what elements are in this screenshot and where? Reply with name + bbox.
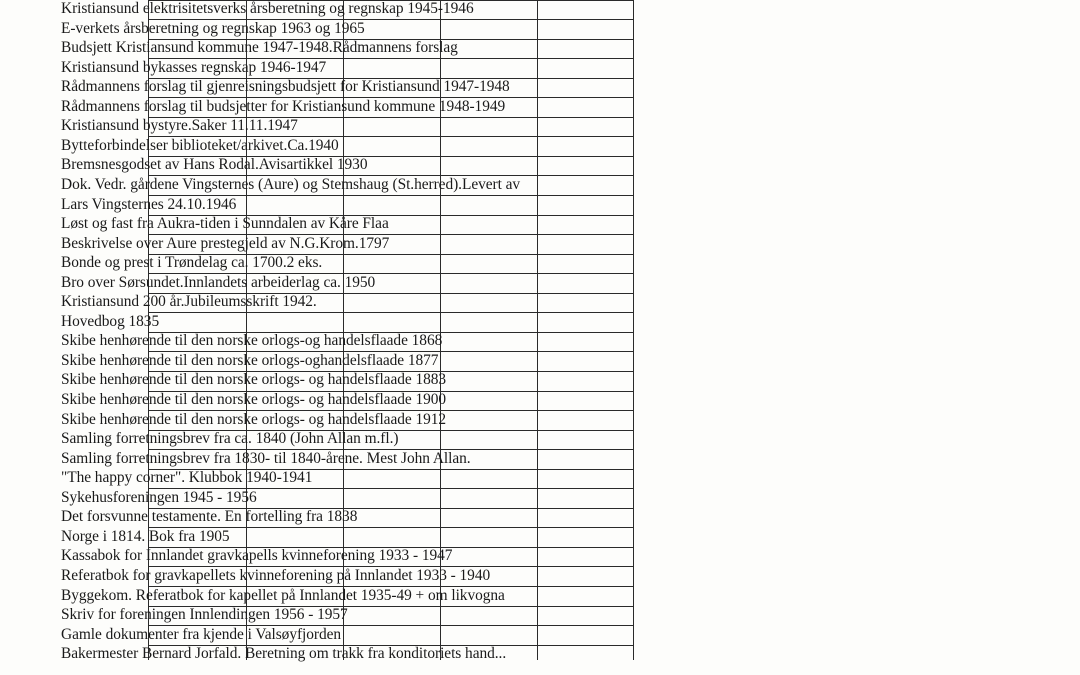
document-row: Samling forretningsbrev fra 1830- til 1840-årene. Mest John Allan. (61, 449, 471, 467)
document-row: Skriv for foreningen Innlendingen 1956 - 1957 (61, 606, 348, 624)
document-row: Bakermester Bernard Jorfald. Beretning om trakk fra konditoriets hand... (61, 645, 507, 663)
document-row: Hovedbog 1835 (61, 312, 160, 330)
document-row: Bytteforbindelser biblioteket/arkivet.Ca.1940 (61, 136, 339, 154)
document-row: Løst og fast fra Aukra-tiden i Sunndalen av Kåre Flaa (61, 215, 389, 233)
document-row: Byggekom. Referatbok for kapellet på Innlandet 1935-49 + om likvogna (61, 586, 505, 604)
document-row: Bro over Sørsundet.Innlandets arbeiderlag ca. 1950 (61, 273, 376, 291)
document-row: Bremsnesgodset av Hans Rodal.Avisartikkel 1930 (61, 156, 368, 174)
document-row: Rådmannens forslag til budsjetter for Kristiansund kommune 1948-1949 (61, 97, 506, 115)
document-row: Beskrivelse over Aure prestegjeld av N.G.Krom.1797 (61, 234, 390, 252)
document-row: Kristiansund elektrisitetsverks årsberetning og regnskap 1945-1946 (61, 0, 474, 17)
document-row: Skibe henhørende til den norske orlogs-oghandelsflaade 1877 (61, 351, 439, 369)
document-row: Rådmannens forslag til gjenreisningsbudsjett for Kristiansund 1947-1948 (61, 78, 510, 96)
document-row: "The happy corner". Klubbok 1940-1941 (61, 469, 313, 487)
column-divider (537, 0, 538, 660)
document-row: Kristiansund bykasses regnskap 1946-1947 (61, 58, 327, 76)
document-row: Lars Vingsternes 24.10.1946 (61, 195, 237, 213)
document-row: Kristiansund bystyre.Saker 11.11.1947 (61, 117, 298, 135)
document-row: Det forsvunne testamente. En fortelling fra 1838 (61, 508, 358, 526)
row-divider (148, 312, 633, 313)
document-row: Skibe henhørende til den norske orlogs- og handelsflaade 1900 (61, 391, 447, 408)
document-row: Gamle dokumenter fra kjende i Valsøyfjorden (61, 625, 342, 643)
document-row: Kassabok for Innlandet gravkapells kvinneforening 1933 - 1947 (61, 547, 453, 565)
column-divider (633, 0, 634, 660)
document-row: Referatbok for gravkapellets kvinneforening på Innlandet 1933 - 1940 (61, 566, 491, 584)
document-row: Samling forretningsbrev fra ca. 1840 (John Allan m.fl.) (61, 430, 399, 448)
document-row: Skibe henhørende til den norske orlogs- og handelsflaade 1912 (61, 410, 447, 428)
document-row: Kristiansund 200 år.Jubileumsskrift 1942. (61, 293, 317, 311)
document-row: Norge i 1814. Bok fra 1905 (61, 527, 230, 545)
document-row: Budsjett Kristiansund kommune 1947-1948.Rådmannens forslag (61, 39, 458, 57)
document-row: Skibe henhørende til den norske orlogs-og handelsflaade 1868 (61, 332, 443, 350)
document-row: Skibe henhørende til den norske orlogs- og handelsflaade 1883 (61, 371, 447, 389)
document-row: E-verkets årsberetning og regnskap 1963 og 1965 (61, 19, 365, 37)
document-row: Dok. Vedr. gårdene Vingsternes (Aure) og Stemshaug (St.herred).Levert av (61, 175, 521, 193)
document-row: Sykehusforeningen 1945 - 1956 (61, 488, 257, 506)
document-row: Bonde og prest i Trøndelag ca. 1700.2 eks. (61, 254, 323, 272)
